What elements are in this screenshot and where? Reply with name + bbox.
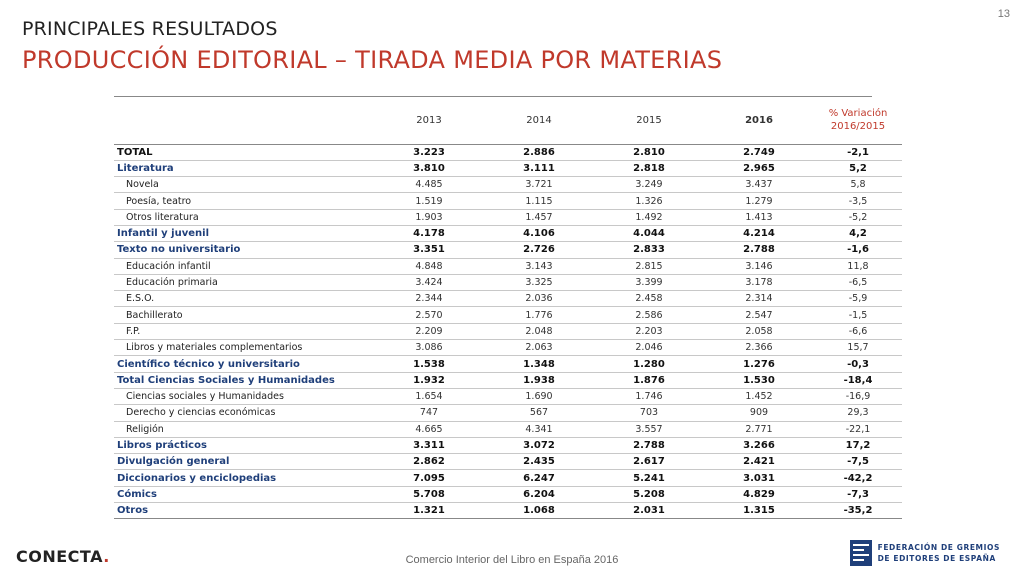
value-2016: 1.276 — [704, 356, 814, 372]
value-2016: 1.279 — [704, 193, 814, 209]
header-2015: 2015 — [636, 114, 662, 126]
value-2015: 2.810 — [594, 144, 704, 160]
value-2013: 3.424 — [374, 274, 484, 290]
value-variation: -42,2 — [814, 470, 902, 486]
table-row — [114, 242, 902, 258]
table-row — [114, 144, 902, 160]
value-2016: 1.530 — [704, 372, 814, 388]
row-label: Ciencias sociales y Humanidades — [114, 388, 374, 404]
value-2016: 3.178 — [704, 274, 814, 290]
value-variation: -18,4 — [814, 372, 902, 388]
value-variation: 17,2 — [814, 437, 902, 453]
value-2014: 4.341 — [484, 421, 594, 437]
value-2014: 2.435 — [484, 454, 594, 470]
row-label: Religión — [114, 421, 374, 437]
table-row — [114, 209, 902, 225]
value-2015: 1.876 — [594, 372, 704, 388]
row-label: Otros — [114, 503, 374, 519]
fgee-logo — [850, 540, 1000, 566]
value-variation: -22,1 — [814, 421, 902, 437]
table-row — [114, 503, 902, 519]
value-2013: 2.570 — [374, 307, 484, 323]
value-2013: 2.209 — [374, 323, 484, 339]
header-2013: 2013 — [416, 114, 442, 126]
table-row — [114, 388, 902, 404]
value-2013: 3.351 — [374, 242, 484, 258]
value-2013: 2.344 — [374, 291, 484, 307]
table-row — [114, 405, 902, 421]
fgee-logo-text — [878, 542, 1000, 564]
value-2016: 2.749 — [704, 144, 814, 160]
table-row — [114, 193, 902, 209]
row-label: Novela — [114, 177, 374, 193]
row-label: Infantil y juvenil — [114, 225, 374, 241]
value-2015: 3.399 — [594, 274, 704, 290]
header-2016: 2016 — [745, 114, 773, 126]
fgee-logo-line1: FEDERACIÓN DE GREMIOS — [877, 543, 1000, 552]
table-row — [114, 421, 902, 437]
conecta-logo — [16, 547, 110, 566]
value-2016: 1.413 — [704, 209, 814, 225]
table-row — [114, 437, 902, 453]
value-2016: 2.788 — [704, 242, 814, 258]
value-2013: 2.862 — [374, 454, 484, 470]
value-2015: 5.208 — [594, 486, 704, 502]
results-table-container — [114, 96, 888, 519]
value-2016: 1.315 — [704, 503, 814, 519]
value-2013: 1.519 — [374, 193, 484, 209]
row-label: Cómics — [114, 486, 374, 502]
conecta-logo-text: CONECTA — [16, 547, 104, 566]
value-2015: 2.031 — [594, 503, 704, 519]
value-2016: 3.266 — [704, 437, 814, 453]
table-row — [114, 274, 902, 290]
table-row — [114, 340, 902, 356]
row-label: Educación primaria — [114, 274, 374, 290]
value-2014: 6.204 — [484, 486, 594, 502]
row-label: Total Ciencias Sociales y Humanidades — [114, 372, 374, 388]
table-row — [114, 454, 902, 470]
row-label: TOTAL — [114, 144, 374, 160]
row-label: Libros prácticos — [114, 437, 374, 453]
value-2014: 3.721 — [484, 177, 594, 193]
value-2015: 2.458 — [594, 291, 704, 307]
value-2013: 4.848 — [374, 258, 484, 274]
header-2014: 2014 — [526, 114, 552, 126]
value-2013: 3.311 — [374, 437, 484, 453]
value-2016: 2.366 — [704, 340, 814, 356]
page-title: PRODUCCIÓN EDITORIAL – TIRADA MEDIA POR MATERIAS — [22, 46, 723, 74]
value-2016: 909 — [704, 405, 814, 421]
value-2015: 2.815 — [594, 258, 704, 274]
value-variation: 29,3 — [814, 405, 902, 421]
value-2013: 3.810 — [374, 160, 484, 176]
value-2016: 2.965 — [704, 160, 814, 176]
table-row — [114, 356, 902, 372]
value-variation: -3,5 — [814, 193, 902, 209]
table-row — [114, 225, 902, 241]
table-row — [114, 486, 902, 502]
value-2014: 1.068 — [484, 503, 594, 519]
value-2014: 4.106 — [484, 225, 594, 241]
header-variation: % Variación 2016/2015 — [828, 108, 888, 133]
value-2015: 2.818 — [594, 160, 704, 176]
value-2015: 2.046 — [594, 340, 704, 356]
value-variation: 4,2 — [814, 225, 902, 241]
table-body — [114, 144, 902, 519]
value-2013: 1.538 — [374, 356, 484, 372]
row-label: Poesía, teatro — [114, 193, 374, 209]
value-variation: 11,8 — [814, 258, 902, 274]
value-2016: 2.421 — [704, 454, 814, 470]
value-2016: 3.146 — [704, 258, 814, 274]
value-variation: -7,3 — [814, 486, 902, 502]
table-header-row — [114, 97, 902, 144]
value-2016: 2.771 — [704, 421, 814, 437]
value-2014: 1.938 — [484, 372, 594, 388]
value-2014: 3.325 — [484, 274, 594, 290]
row-label: Libros y materiales complementarios — [114, 340, 374, 356]
value-2016: 4.829 — [704, 486, 814, 502]
table-row — [114, 307, 902, 323]
row-label: Derecho y ciencias económicas — [114, 405, 374, 421]
value-2015: 5.241 — [594, 470, 704, 486]
value-2013: 5.708 — [374, 486, 484, 502]
value-2016: 1.452 — [704, 388, 814, 404]
value-2013: 1.903 — [374, 209, 484, 225]
value-2015: 2.203 — [594, 323, 704, 339]
header-label — [114, 97, 374, 144]
value-2013: 1.321 — [374, 503, 484, 519]
value-2015: 1.326 — [594, 193, 704, 209]
value-2013: 4.178 — [374, 225, 484, 241]
value-2015: 4.044 — [594, 225, 704, 241]
value-2014: 2.036 — [484, 291, 594, 307]
value-2015: 3.249 — [594, 177, 704, 193]
value-variation: -5,2 — [814, 209, 902, 225]
row-label: Divulgación general — [114, 454, 374, 470]
value-2016: 3.031 — [704, 470, 814, 486]
value-2014: 1.115 — [484, 193, 594, 209]
value-variation: -0,3 — [814, 356, 902, 372]
value-2013: 1.654 — [374, 388, 484, 404]
value-2013: 3.223 — [374, 144, 484, 160]
value-2015: 703 — [594, 405, 704, 421]
table-row — [114, 258, 902, 274]
value-2014: 567 — [484, 405, 594, 421]
table-row — [114, 372, 902, 388]
value-variation: -5,9 — [814, 291, 902, 307]
row-label: Educación infantil — [114, 258, 374, 274]
row-label: Literatura — [114, 160, 374, 176]
value-2016: 2.314 — [704, 291, 814, 307]
value-variation: 15,7 — [814, 340, 902, 356]
value-2015: 2.833 — [594, 242, 704, 258]
value-2014: 1.348 — [484, 356, 594, 372]
row-label: Diccionarios y enciclopedias — [114, 470, 374, 486]
value-variation: 5,2 — [814, 160, 902, 176]
conecta-logo-dot: . — [103, 547, 110, 566]
value-2015: 2.617 — [594, 454, 704, 470]
fgee-logo-icon — [850, 540, 872, 566]
value-2014: 3.143 — [484, 258, 594, 274]
value-2014: 1.457 — [484, 209, 594, 225]
results-table — [114, 97, 902, 519]
row-label: Otros literatura — [114, 209, 374, 225]
value-variation: -1,6 — [814, 242, 902, 258]
value-2014: 2.726 — [484, 242, 594, 258]
table-row — [114, 323, 902, 339]
value-variation: -35,2 — [814, 503, 902, 519]
section-title: PRINCIPALES RESULTADOS — [22, 18, 278, 40]
value-2015: 1.280 — [594, 356, 704, 372]
value-variation: -1,5 — [814, 307, 902, 323]
value-2013: 1.932 — [374, 372, 484, 388]
value-2014: 2.048 — [484, 323, 594, 339]
value-2013: 4.485 — [374, 177, 484, 193]
value-variation: -7,5 — [814, 454, 902, 470]
row-label: Texto no universitario — [114, 242, 374, 258]
value-2013: 7.095 — [374, 470, 484, 486]
value-2015: 1.746 — [594, 388, 704, 404]
value-variation: -6,5 — [814, 274, 902, 290]
value-2014: 1.776 — [484, 307, 594, 323]
value-2013: 4.665 — [374, 421, 484, 437]
table-row — [114, 160, 902, 176]
value-2016: 4.214 — [704, 225, 814, 241]
row-label: E.S.O. — [114, 291, 374, 307]
table-row — [114, 291, 902, 307]
table-row — [114, 470, 902, 486]
value-variation: -16,9 — [814, 388, 902, 404]
value-2014: 2.886 — [484, 144, 594, 160]
value-variation: -6,6 — [814, 323, 902, 339]
table-row — [114, 177, 902, 193]
value-2014: 1.690 — [484, 388, 594, 404]
value-2014: 2.063 — [484, 340, 594, 356]
value-2015: 1.492 — [594, 209, 704, 225]
fgee-logo-line2: DE EDITORES DE ESPAÑA — [877, 554, 996, 563]
row-label: Bachillerato — [114, 307, 374, 323]
footer-source: Comercio Interior del Libro en España 2016 — [405, 554, 619, 566]
value-2015: 2.586 — [594, 307, 704, 323]
value-2014: 6.247 — [484, 470, 594, 486]
value-2014: 3.072 — [484, 437, 594, 453]
value-2013: 3.086 — [374, 340, 484, 356]
value-2016: 2.547 — [704, 307, 814, 323]
page-number: 13 — [997, 8, 1010, 20]
value-2013: 747 — [374, 405, 484, 421]
value-2015: 2.788 — [594, 437, 704, 453]
value-variation: 5,8 — [814, 177, 902, 193]
value-2016: 3.437 — [704, 177, 814, 193]
value-2014: 3.111 — [484, 160, 594, 176]
value-2016: 2.058 — [704, 323, 814, 339]
row-label: F.P. — [114, 323, 374, 339]
row-label: Científico técnico y universitario — [114, 356, 374, 372]
value-2015: 3.557 — [594, 421, 704, 437]
value-variation: -2,1 — [814, 144, 902, 160]
